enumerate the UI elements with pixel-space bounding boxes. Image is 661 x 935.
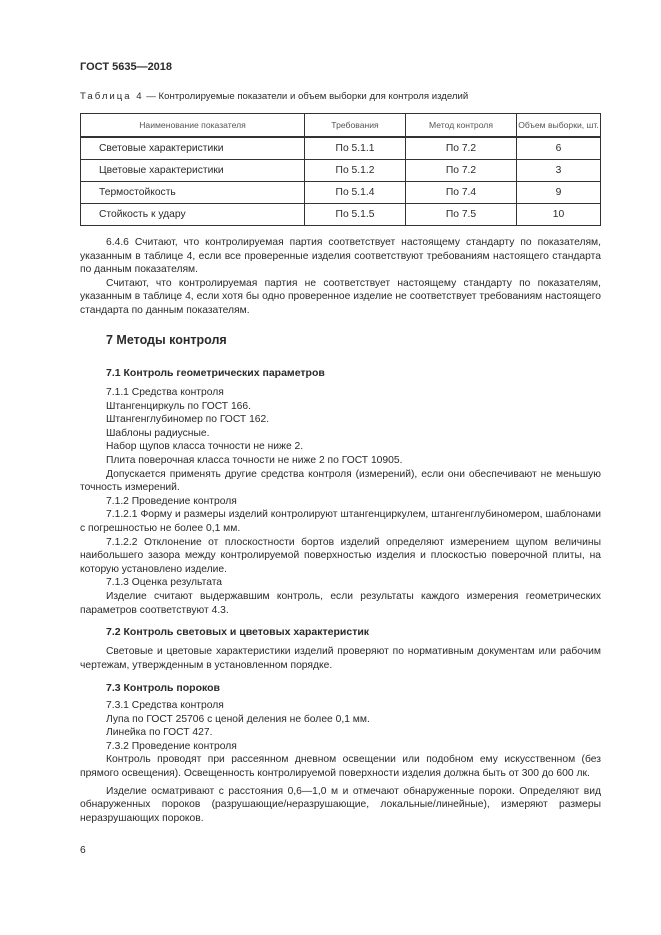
table-title: — Контролируемые показатели и объем выборки для контроля изделий	[143, 91, 469, 102]
section-heading-7-2: 7.2 Контроль световых и цветовых характеристик	[106, 626, 370, 638]
cell: Стойкость к удару	[81, 204, 305, 226]
subheading: 7.1.2 Проведение контроля	[106, 495, 237, 507]
cell: По 7.5	[406, 204, 517, 226]
list-line: Штангенглубиномер по ГОСТ 162.	[106, 414, 270, 426]
table-row	[81, 204, 601, 226]
list-line: Линейка по ГОСТ 427.	[106, 727, 213, 739]
cell: По 5.1.4	[305, 182, 406, 204]
paragraph: 7.1.2.2 Отклонение от плоскостности бортов изделий определяют измерением щупом величины наибольшего зазора между контролируемой поверхностью изделия и плоскостью поверочной плиты, на которую установлено изделие.	[80, 536, 601, 575]
list-line: Штангенциркуль по ГОСТ 166.	[106, 400, 252, 412]
cell: 6	[517, 137, 601, 160]
cell: Световые характеристики	[81, 137, 305, 160]
table-row	[81, 160, 601, 182]
table-caption	[80, 91, 601, 102]
list-line: Набор щупов класса точности не ниже 2.	[106, 441, 304, 453]
section-heading-7-3: 7.3 Контроль пороков	[106, 682, 220, 694]
paragraph: Световые и цветовые характеристики изделий проверяют по нормативным документам или рабочим чертежам, утвержденным в установленном порядке.	[80, 646, 601, 671]
table-row	[81, 137, 601, 160]
subheading: 7.1.3 Оценка результата	[106, 577, 223, 589]
table-header-row	[81, 114, 601, 138]
cell: Термостойкость	[81, 182, 305, 204]
list-line: 7.3.1 Средства контроля	[106, 700, 224, 711]
cell: Цветовые характеристики	[81, 160, 305, 182]
table-label: Таблица 4	[80, 91, 144, 102]
cell: По 7.2	[406, 137, 517, 160]
cell: По 5.1.2	[305, 160, 406, 182]
indicators-table	[80, 113, 601, 226]
column-header: Требования	[305, 114, 406, 138]
section-heading-7-1: 7.1 Контроль геометрических параметров	[106, 367, 325, 379]
paragraph: Изделие считают выдержавшим контроль, если результаты каждого измерения геометрических параметров соответствуют 4.3.	[80, 590, 601, 616]
paragraph-6-4-6: 6.4.6 Считают, что контролируемая партия соответствует настоящему стандарту по показателям, указанным в таблице 4, если все проверенные изделия соответствуют требованиям настоящего стандарта по данным показателям.	[80, 237, 601, 276]
cell: 9	[517, 182, 601, 204]
cell: 10	[517, 204, 601, 226]
list-line: Шаблоны радиусные.	[106, 427, 210, 439]
list-line: 7.1.1 Средства контроля	[106, 387, 224, 398]
document-id: ГОСТ 5635—2018	[80, 61, 173, 73]
list-line: Плита поверочная класса точности не ниже 2 по ГОСТ 10905.	[106, 454, 403, 466]
page-number: 6	[80, 845, 86, 856]
paragraph: Допускается применять другие средства контроля (измерений), если они обеспечивают не меньшую точность измерений.	[80, 468, 601, 494]
cell: По 7.4	[406, 182, 517, 204]
cell: По 5.1.1	[305, 137, 406, 160]
paragraph: Изделие осматривают с расстояния 0,6—1,0 м и отмечают обнаруженные пороки. Определяют вид обнаруженных пороков (разрушающие/неразрушающие, локальные/линейные), измеряют размеры неразрушающих пороков.	[80, 785, 601, 824]
column-header: Метод контроля	[406, 114, 517, 138]
table-row	[81, 182, 601, 204]
column-header: Наименование показателя	[81, 114, 305, 138]
cell: По 7.2	[406, 160, 517, 182]
column-header: Объем выборки, шт.	[517, 114, 601, 138]
cell: 3	[517, 160, 601, 182]
list-line: 7.3.2 Проведение контроля	[106, 740, 237, 752]
list-line: Лупа по ГОСТ 25706 с ценой деления не более 0,1 мм.	[106, 713, 370, 725]
cell: По 5.1.5	[305, 204, 406, 226]
paragraph: 7.1.2.1 Форму и размеры изделий контролируют штангенциркулем, штангенглубиномером, шаблонами с погрешностью не более 0,1 мм.	[80, 509, 601, 534]
paragraph: Контроль проводят при рассеянном дневном освещении или подобном ему искусственном (без прямого освещения). Освещенность контролируемой поверхности изделия должна быть от 300 до 600 лк.	[80, 754, 601, 779]
paragraph-non-conformity: Считают, что контролируемая партия не соответствует настоящему стандарту по показателям, указанным в таблице 4, если хотя бы одно проверенное изделие не соответствует требованиям настоящего стандарта по данным показателям.	[80, 277, 601, 316]
section-heading-7: 7 Методы контроля	[106, 333, 227, 347]
